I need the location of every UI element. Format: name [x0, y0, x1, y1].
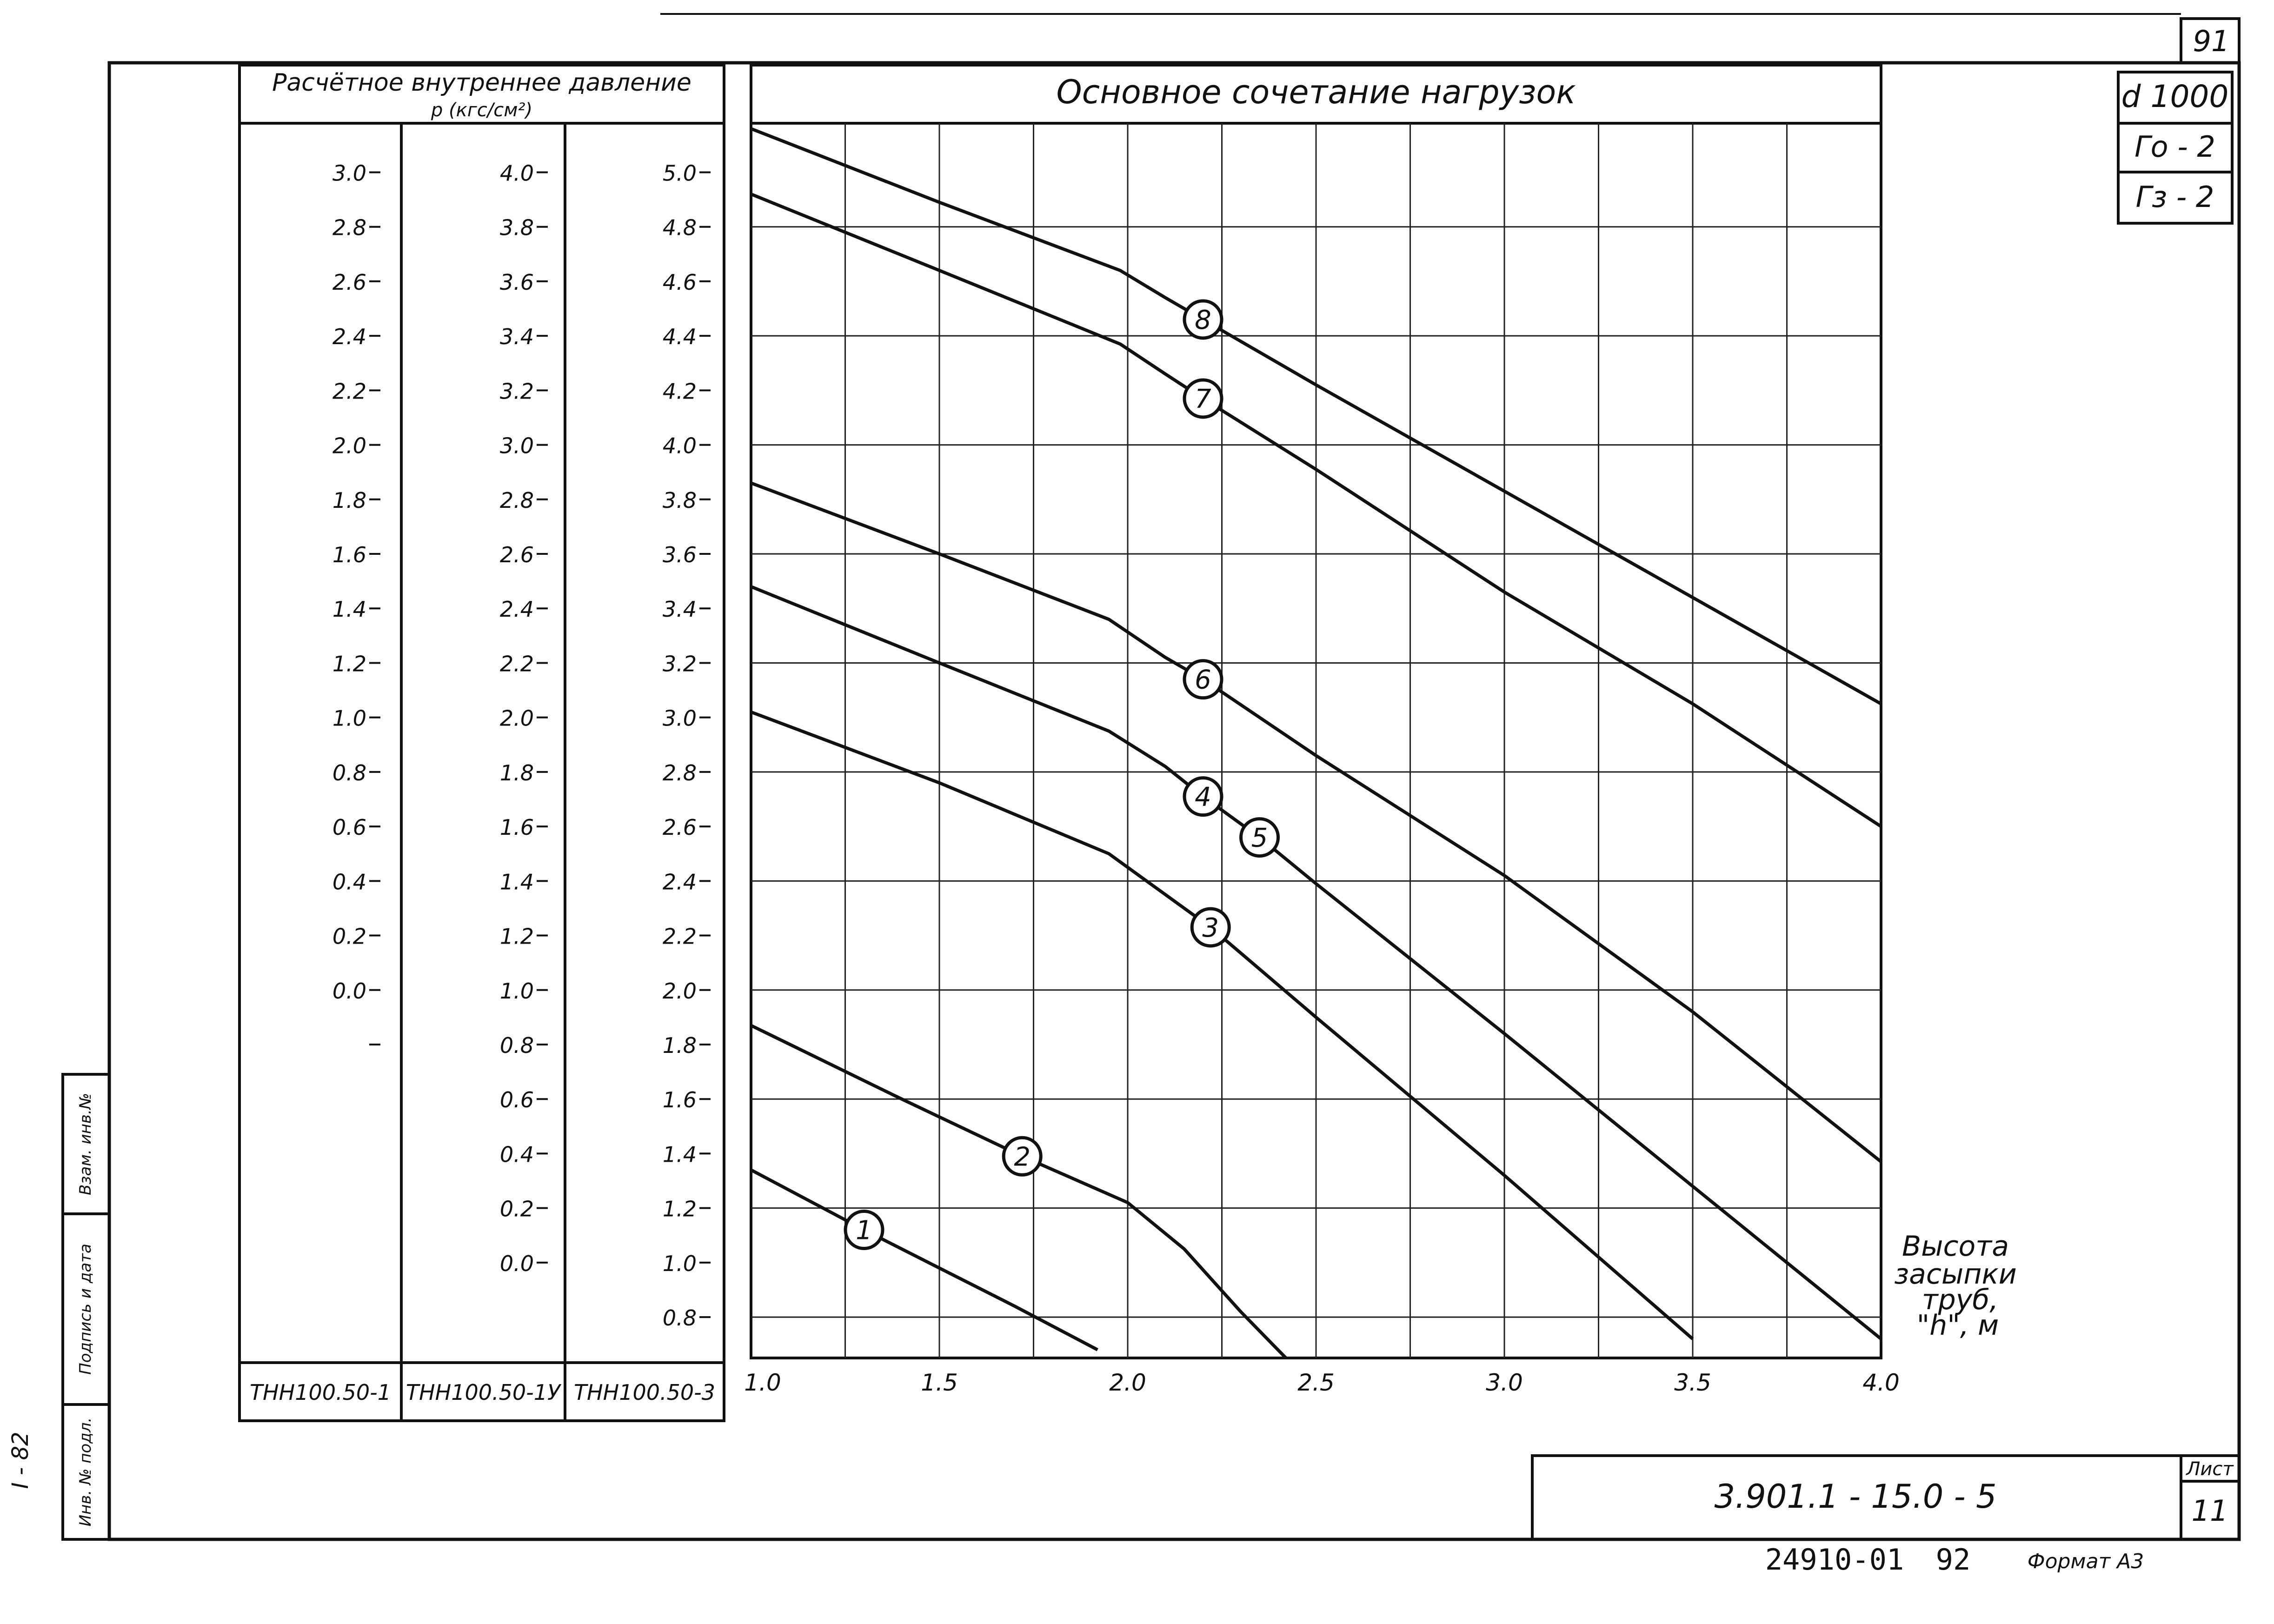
- curve-marker-label: 4: [1195, 782, 1211, 812]
- x-axis-label-line-1: Высота: [1902, 1230, 2009, 1263]
- stamp-number: 24910-01: [1765, 1543, 1904, 1577]
- pressure-tick-label: 1.2: [499, 924, 534, 949]
- pressure-table: [239, 65, 724, 1421]
- x-tick-label: 3.5: [1674, 1369, 1711, 1396]
- side-stamp-block: [7, 1074, 109, 1539]
- pressure-tick-label: 5.0: [662, 160, 697, 186]
- x-tick-label: 3.0: [1486, 1369, 1523, 1396]
- pressure-tick-label: 4.2: [662, 379, 697, 404]
- sheet-number: 11: [2191, 1494, 2228, 1528]
- pressure-table-unit: p (кгс/см²): [431, 100, 533, 121]
- pressure-tick-label: 1.0: [662, 1251, 697, 1276]
- x-tick-label: 2.0: [1109, 1369, 1146, 1396]
- pressure-tick-label: 2.0: [332, 433, 366, 459]
- pressure-tick-label: 1.8: [332, 487, 366, 513]
- badge-diameter: d 1000: [2121, 79, 2229, 114]
- pressure-tick-label: 3.4: [499, 324, 534, 350]
- pressure-tick-label: 1.0: [332, 706, 366, 731]
- pressure-tick-label: 1.6: [499, 815, 534, 840]
- plot-grid: [751, 123, 1881, 1358]
- pressure-tick-label: 3.0: [499, 433, 534, 459]
- pressure-tick-label: 2.2: [499, 651, 534, 677]
- x-axis-label-line-2: засыпки: [1894, 1258, 2017, 1291]
- pressure-tick-label: 2.4: [499, 597, 534, 622]
- pressure-tick-label: 2.2: [662, 924, 697, 949]
- curve-marker-2: [1004, 1138, 1041, 1175]
- pressure-tick-label: 0.6: [332, 815, 366, 840]
- pressure-tick-label: 3.0: [662, 706, 697, 731]
- pressure-tick-label: 1.4: [499, 869, 534, 895]
- pressure-tick-label: 0.0: [499, 1251, 534, 1276]
- badge-gz: Гз - 2: [2135, 180, 2214, 214]
- pressure-tick-label: 1.8: [499, 760, 534, 785]
- pressure-tick-label: 0.0: [332, 978, 366, 1004]
- pressure-tick-label: 2.0: [662, 978, 697, 1004]
- pressure-tick-label: 3.6: [662, 542, 697, 568]
- pressure-tick-label: 3.6: [499, 269, 534, 295]
- pressure-col-name-1: ТНН100.50-1: [249, 1380, 392, 1405]
- pressure-tick-group: [332, 160, 711, 1331]
- sheet-code: 3.901.1 - 15.0 - 5: [1714, 1478, 1997, 1516]
- pressure-tick-label: 4.0: [662, 433, 697, 459]
- pressure-tick-label: 2.8: [332, 215, 366, 240]
- pressure-tick-label: 0.2: [499, 1196, 534, 1222]
- curve-marker-label: 2: [1014, 1142, 1031, 1172]
- x-axis-label-line-4: "h", м: [1916, 1309, 1999, 1342]
- pressure-tick-label: 1.6: [332, 542, 366, 568]
- side-stamp-inv: Инв. № подл.: [76, 1417, 95, 1527]
- x-tick-label: 1.5: [921, 1369, 958, 1396]
- chart-area: [744, 65, 2017, 1396]
- pressure-tick-label: 1.2: [662, 1196, 697, 1222]
- curve-markers: [845, 301, 1278, 1249]
- sheet-label: Лист: [2186, 1458, 2234, 1480]
- pressure-tick-label: 0.4: [332, 869, 366, 895]
- curve-marker-label: 7: [1195, 384, 1211, 414]
- curve-marker-1: [845, 1211, 883, 1249]
- x-tick-label: 2.5: [1297, 1369, 1335, 1396]
- x-tick-label: 1.0: [744, 1369, 781, 1396]
- pressure-tick-label: 2.8: [499, 487, 534, 513]
- badge-go: Го - 2: [2134, 130, 2215, 164]
- pressure-tick-label: 1.2: [332, 651, 366, 677]
- curve-marker-8: [1184, 301, 1222, 338]
- pressure-tick-label: 2.4: [332, 324, 366, 350]
- pressure-tick-label: 2.0: [499, 706, 534, 731]
- curve-marker-label: 5: [1251, 823, 1268, 853]
- pressure-col-name-3: ТНН100.50-3: [573, 1380, 716, 1405]
- curve-marker-label: 1: [856, 1215, 872, 1246]
- curve-marker-label: 8: [1195, 305, 1211, 335]
- pressure-tick-label: 2.6: [662, 815, 697, 840]
- pressure-tick-label: 0.2: [332, 924, 366, 949]
- chart-title: Основное сочетание нагрузок: [1056, 73, 1576, 111]
- badge-stack: [2118, 72, 2232, 223]
- pressure-table-title: Расчётное внутреннее давление: [272, 69, 692, 97]
- side-stamp-replace: Взам. инв.№: [76, 1092, 95, 1196]
- pressure-tick-label: 3.8: [662, 487, 697, 513]
- curve-marker-6: [1184, 661, 1222, 698]
- x-tick-label: 4.0: [1862, 1369, 1900, 1396]
- pressure-tick-label: 2.6: [332, 269, 366, 295]
- pressure-tick-label: 1.4: [662, 1142, 697, 1167]
- curve-marker-label: 6: [1195, 665, 1211, 695]
- pressure-tick-label: 2.4: [662, 869, 697, 895]
- pressure-tick-label: 2.2: [332, 379, 366, 404]
- curve-marker-7: [1184, 380, 1222, 417]
- pressure-tick-label: 0.8: [332, 760, 366, 785]
- side-stamp-sign: Подпись и дата: [76, 1244, 95, 1375]
- pressure-tick-label: 3.0: [332, 160, 366, 186]
- pressure-tick-label: 3.4: [662, 597, 697, 622]
- x-tick-labels: [744, 1369, 1900, 1396]
- curve-marker-3: [1192, 909, 1229, 946]
- pressure-tick-label: 4.8: [662, 215, 697, 240]
- x-axis-label-line-3: труб,: [1922, 1284, 1999, 1316]
- pressure-tick-label: 0.8: [499, 1032, 534, 1058]
- pressure-tick-label: 1.0: [499, 978, 534, 1004]
- series-line-5: [1203, 797, 1881, 1339]
- pressure-tick-label: 1.4: [332, 597, 366, 622]
- pressure-tick-label: 1.6: [662, 1087, 697, 1113]
- pressure-tick-label: 3.2: [662, 651, 697, 677]
- x-axis-label: [1894, 1230, 2017, 1342]
- title-block: [1532, 1456, 2239, 1577]
- sheet-format: Формат А3: [2027, 1550, 2144, 1573]
- pressure-tick-label: 4.0: [499, 160, 534, 186]
- pressure-tick-label: 1.8: [662, 1032, 697, 1058]
- pressure-table-frame: [239, 65, 724, 1421]
- page-number-top: 91: [2193, 24, 2230, 58]
- pressure-tick-label: 0.6: [499, 1087, 534, 1113]
- pressure-col-name-2: ТНН100.50-1У: [406, 1380, 561, 1405]
- curve-marker-5: [1241, 819, 1278, 856]
- pressure-tick-label: 0.8: [662, 1305, 697, 1331]
- pressure-tick-label: 4.6: [662, 269, 697, 295]
- series-line-1: [751, 1170, 1097, 1350]
- pressure-tick-label: 2.8: [662, 760, 697, 785]
- pressure-tick-label: 3.2: [499, 379, 534, 404]
- side-label: I - 82: [7, 1431, 33, 1489]
- series-line-4: [751, 586, 1203, 796]
- pressure-tick-label: 3.8: [499, 215, 534, 240]
- pressure-tick-label: 2.6: [499, 542, 534, 568]
- pressure-tick-label: 4.4: [662, 324, 697, 350]
- pressure-tick-label: 0.4: [499, 1142, 534, 1167]
- stamp-issue: 92: [1935, 1543, 1971, 1577]
- curve-marker-4: [1184, 778, 1222, 815]
- curve-marker-label: 3: [1202, 912, 1219, 943]
